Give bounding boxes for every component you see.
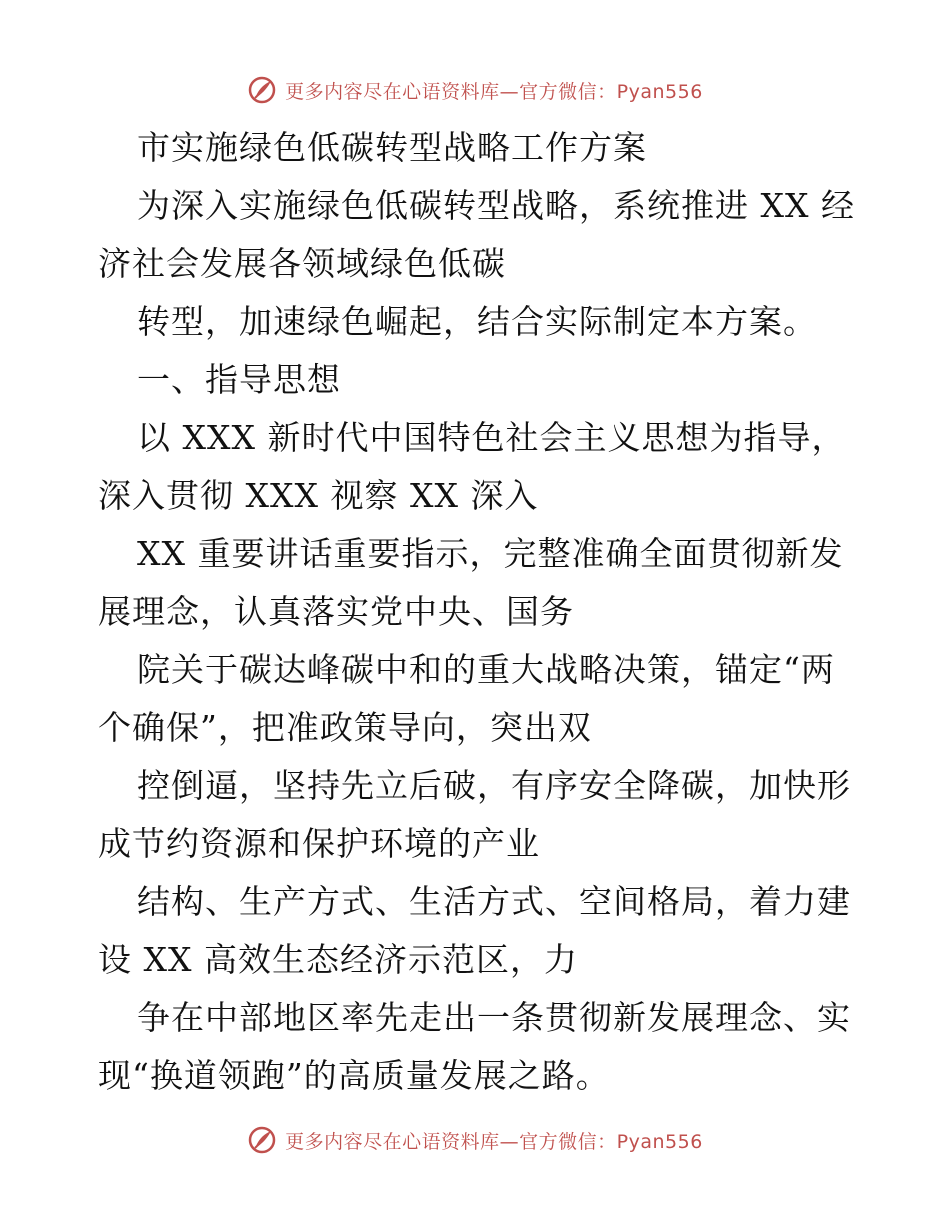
watermark-text: 更多内容尽在心语资料库—官方微信：Pyan556 [285,1130,703,1153]
paragraph-line: 展理念，认真落实党中央、国务 [98,592,574,631]
paragraph-line: 深入贯彻 XXX 视察 XX 深入 [98,476,539,515]
paragraph-line: 转型，加速绿色崛起，结合实际制定本方案。 [137,302,817,341]
paragraph-line: 济社会发展各领域绿色低碳 [98,244,506,283]
leaf-quill-logo-icon [247,1125,277,1155]
paragraph-line: 控倒逼，坚持先立后破，有序安全降碳，加快形 [137,766,851,805]
paragraph-line: 争在中部地区率先走出一条贯彻新发展理念、实 [137,998,851,1037]
paragraph-line: XX 重要讲话重要指示，完整准确全面贯彻新发 [137,534,844,573]
paragraph-line: 设 XX 高效生态经济示范区，力 [98,940,578,979]
paragraph-line: 现“换道领跑”的高质量发展之路。 [98,1056,610,1095]
paragraph-line: 为深入实施绿色低碳转型战略，系统推进 XX 经 [137,186,855,225]
paragraph-line: 成节约资源和保护环境的产业 [98,824,540,863]
header-watermark [0,70,950,110]
watermark-text: 更多内容尽在心语资料库—官方微信：Pyan556 [285,80,703,103]
leaf-quill-logo-icon [247,75,277,105]
footer-watermark [0,1120,950,1160]
paragraph-line: 院关于碳达峰碳中和的重大战略决策，锚定“两 [137,650,835,689]
paragraph-line: 结构、生产方式、生活方式、空间格局，着力建 [137,882,851,921]
document-title: 市实施绿色低碳转型战略工作方案 [137,128,647,167]
section-heading: 一、指导思想 [137,360,341,399]
paragraph-line: 以 XXX 新时代中国特色社会主义思想为指导， [137,418,846,457]
paragraph-line: 个确保”，把准政策导向，突出双 [98,708,592,747]
